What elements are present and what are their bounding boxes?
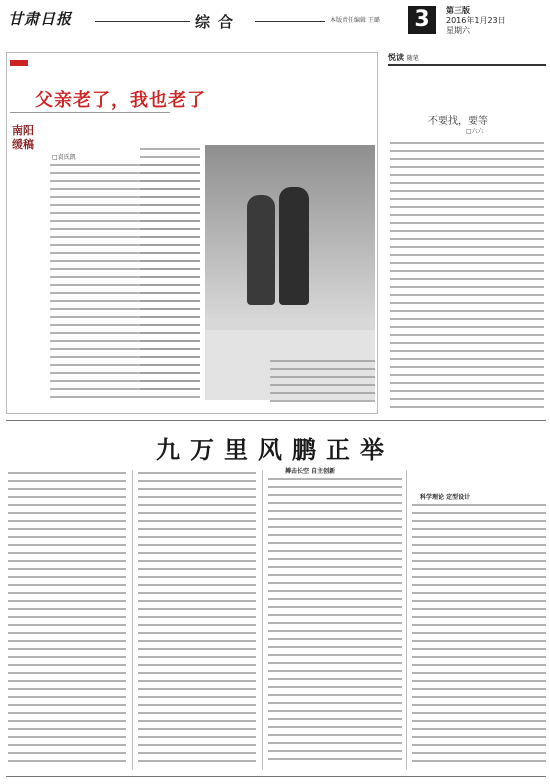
jotting-rule [388, 64, 546, 66]
edition-info [446, 6, 506, 36]
section-name: 综合 [195, 13, 242, 31]
essay-body [390, 142, 544, 414]
edition-title: 第三版 [446, 6, 470, 15]
edition-weekday: 星期六 [446, 26, 470, 35]
feature-headline: 父亲老了，我也老了 [35, 90, 206, 111]
article-subhead-2: 科学理论 定型设计 [420, 494, 471, 501]
masthead [0, 0, 550, 40]
section-divider [6, 420, 546, 421]
article-body-col3 [268, 478, 402, 766]
jotting-sub-label: 随笔 [406, 55, 419, 62]
jotting-section-label: 悦读 [388, 53, 404, 62]
column-separator [406, 470, 407, 770]
feature-side-label: 南阳 缓稿 [12, 124, 34, 151]
newspaper-logo: 甘肃日报 [8, 10, 73, 28]
page-bottom-rule [6, 776, 546, 777]
photo-figure-left [247, 195, 275, 305]
headline-rule [10, 112, 170, 113]
essay-byline: □六六 [466, 128, 484, 135]
jotting-column [388, 52, 546, 414]
jotting-label [388, 52, 419, 63]
masthead-rule-left [95, 21, 190, 22]
page-number-badge: 3 [408, 6, 436, 34]
section-marker-icon [10, 60, 28, 66]
column-separator [262, 470, 263, 770]
article-headline: 九万里风鹏正举 [156, 436, 394, 464]
article-body-col2 [138, 472, 256, 768]
photo-figure-right [279, 187, 309, 305]
feature-byline: □袁氏凯 [52, 154, 76, 161]
masthead-rule-right [255, 21, 325, 22]
article-body-col1 [8, 472, 126, 768]
essay-title: 不要找，要等 [428, 116, 488, 127]
column-separator [132, 470, 133, 770]
editor-credit: 本版责任编辑 王璐 [330, 17, 380, 24]
feature-body-col3 [270, 360, 375, 408]
article-subhead-1: 搏击长空 自主创新 [285, 468, 336, 475]
article-body-col4 [412, 504, 546, 768]
feature-body-col2 [140, 148, 200, 396]
edition-date: 2016年1月23日 [446, 16, 506, 25]
